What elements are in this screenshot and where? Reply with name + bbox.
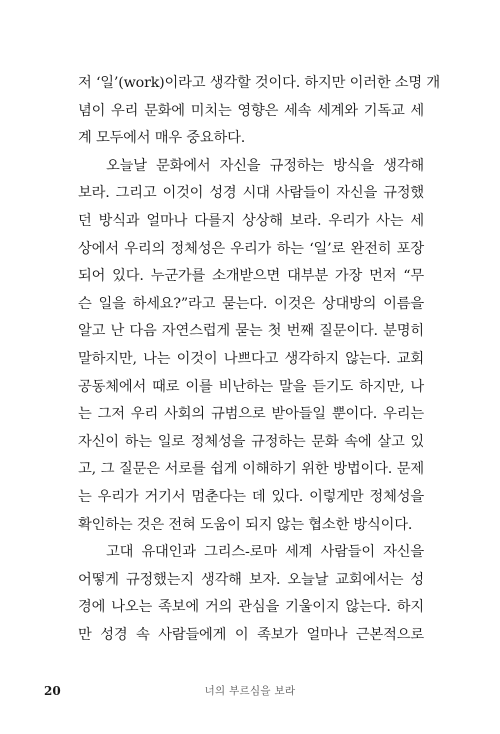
text-line: 오늘날 문화에서 자신을 규정하는 방식을 생각해 <box>106 157 424 174</box>
text-line: 념이 우리 문화에 미치는 영향은 세속 세계와 기독교 세 <box>78 102 424 119</box>
text-line: 확인하는 것은 전혀 도움이 되지 않는 협소한 방식이다. <box>78 516 413 533</box>
text-line: 말하지만, 나는 이것이 나쁘다고 생각하지 않는다. 교회 <box>78 350 424 367</box>
text-line: 는 우리가 거기서 멈춘다는 데 있다. 이렇게만 정체성을 <box>78 488 424 505</box>
text-line: 공동체에서 때로 이를 비난하는 말을 듣기도 하지만, 나 <box>78 378 424 395</box>
text-line: 는 그저 우리 사회의 규범으로 받아들일 뿐이다. 우리는 <box>78 406 424 423</box>
text-line: 되어 있다. 누군가를 소개받으면 대부분 가장 먼저 “무 <box>78 268 424 285</box>
text-line: 자신이 하는 일로 정체성을 규정하는 문화 속에 살고 있 <box>78 433 424 450</box>
text-line: 슨 일을 하세요?”라고 묻는다. 이것은 상대방의 이름을 <box>78 295 424 312</box>
running-head: 너의 부르심을 보라 <box>204 685 296 697</box>
text-line: 고, 그 질문은 서로를 쉽게 이해하기 위한 방법이다. 문제 <box>78 461 424 478</box>
text-line: 보라. 그리고 이것이 성경 시대 사람들이 자신을 규정했 <box>78 185 424 202</box>
text-line: 경에 나오는 족보에 거의 관심을 기울이지 않는다. 하지 <box>78 599 424 616</box>
text-line: 고대 유대인과 그리스-로마 세계 사람들이 자신을 <box>106 544 424 561</box>
text-line: 만 성경 속 사람들에게 이 족보가 얼마나 근본적으로 <box>78 626 424 643</box>
text-line: 상에서 우리의 정체성은 우리가 하는 ‘일’로 완전히 포장 <box>78 240 424 257</box>
text-line: 어떻게 규정했는지 생각해 보자. 오늘날 교회에서는 성 <box>78 571 424 588</box>
page-number: 20 <box>44 684 61 698</box>
text-line: 저 ‘일’(work)이라고 생각할 것이다. 하지만 이러한 소명 개 <box>78 75 440 91</box>
text-line: 던 방식과 얼마나 다를지 상상해 보라. 우리가 사는 세 <box>78 212 424 229</box>
body-text <box>78 70 440 649</box>
page-footer <box>0 681 500 701</box>
text-line: 계 모두에서 매우 중요하다. <box>78 130 246 147</box>
text-line: 알고 난 다음 자연스럽게 묻는 첫 번째 질문이다. 분명히 <box>78 323 424 340</box>
